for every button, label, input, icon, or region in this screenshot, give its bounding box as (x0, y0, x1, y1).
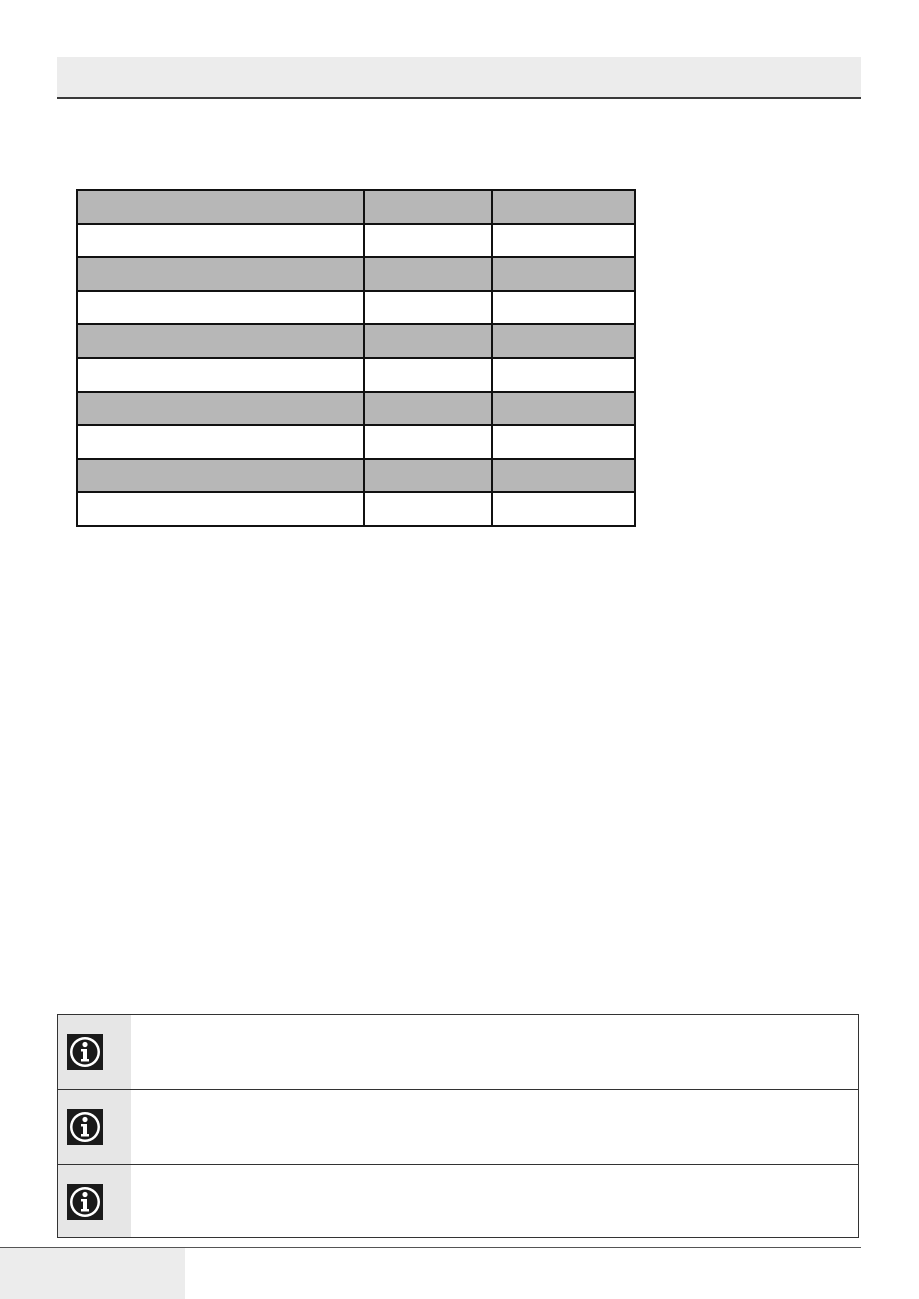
table-row (77, 459, 635, 493)
table-cell (77, 492, 364, 526)
table-cell (364, 392, 492, 426)
table-cell (364, 459, 492, 493)
info-icon (67, 1109, 103, 1145)
table-cell (364, 425, 492, 459)
info-notes-box (57, 1014, 859, 1238)
info-icon (67, 1184, 103, 1220)
table-cell (492, 358, 635, 392)
table-cell (492, 257, 635, 291)
table-row (77, 492, 635, 526)
table-cell (492, 190, 635, 224)
table-cell (77, 358, 364, 392)
table-row (77, 425, 635, 459)
table-row (77, 324, 635, 358)
info-note (58, 1015, 858, 1090)
page-header-band (57, 57, 861, 99)
info-icon (67, 1034, 103, 1070)
table-cell (77, 425, 364, 459)
table-cell (77, 224, 364, 258)
table-cell (77, 291, 364, 325)
note-icon-cell (58, 1015, 131, 1089)
table-cell (492, 392, 635, 426)
table-row (77, 358, 635, 392)
table-cell (77, 459, 364, 493)
table-cell (492, 324, 635, 358)
note-icon-cell (58, 1090, 131, 1164)
table-cell (364, 190, 492, 224)
table-row (77, 291, 635, 325)
table-cell (364, 324, 492, 358)
table-cell (77, 324, 364, 358)
table-cell (77, 190, 364, 224)
table-cell (492, 291, 635, 325)
table-cell (364, 291, 492, 325)
table-cell (77, 392, 364, 426)
table-cell (492, 425, 635, 459)
table-row (77, 224, 635, 258)
table-row (77, 190, 635, 224)
spec-table (76, 189, 636, 527)
table-cell (492, 492, 635, 526)
table-cell (364, 257, 492, 291)
table-cell (364, 492, 492, 526)
info-note (58, 1165, 858, 1237)
table-row (77, 392, 635, 426)
table-cell (364, 358, 492, 392)
table-cell (492, 224, 635, 258)
table-cell (364, 224, 492, 258)
table-row (77, 257, 635, 291)
table-cell (77, 257, 364, 291)
note-icon-cell (58, 1165, 131, 1237)
table-cell (492, 459, 635, 493)
info-note (58, 1090, 858, 1165)
page-number-tab (0, 1248, 185, 1299)
